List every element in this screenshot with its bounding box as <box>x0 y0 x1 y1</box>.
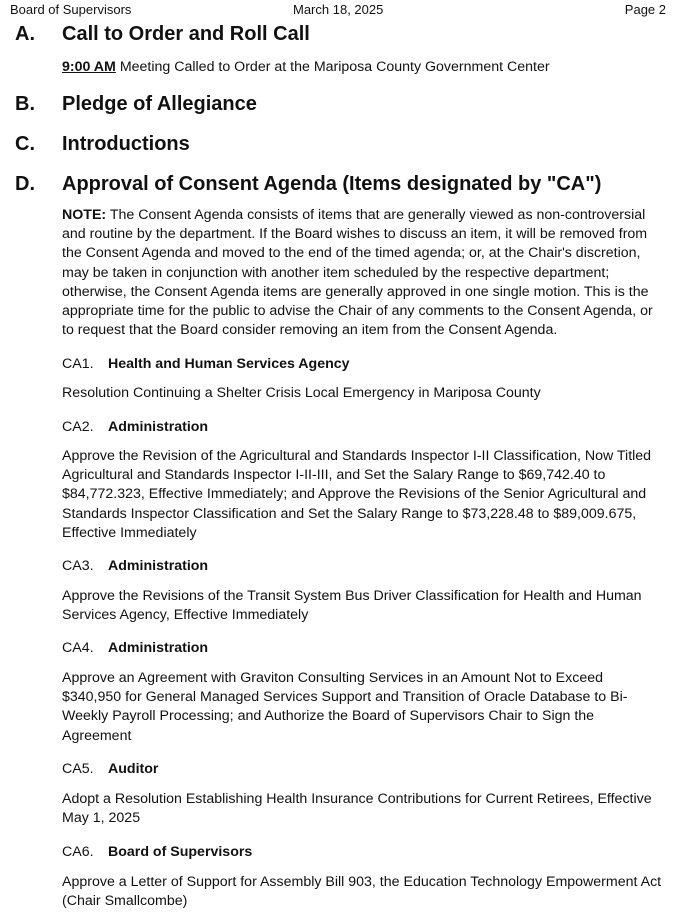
ca5-description: Adopt a Resolution Establishing Health Insurance Contributions for Current Retirees, Effective May 1, 2025 <box>62 791 652 827</box>
section-b-title: Pledge of Allegiance <box>62 93 257 115</box>
section-a-title: Call to Order and Roll Call <box>62 23 310 45</box>
ca4-number: CA4. <box>62 640 94 656</box>
meeting-time: 9:00 AM <box>62 59 116 75</box>
section-d-title: Approval of Consent Agenda (Items designated by "CA") <box>62 173 602 195</box>
ca5-department: Auditor <box>108 761 159 777</box>
ca1-number: CA1. <box>62 356 94 372</box>
section-d-letter: D. <box>15 173 35 195</box>
call-to-order-text: Meeting Called to Order at the Mariposa County Government Center <box>115 59 550 75</box>
ca2-department: Administration <box>108 419 209 435</box>
header-date: March 18, 2025 <box>293 2 384 17</box>
ca6-description: Approve a Letter of Support for Assembly Bill 903, the Education Technology Empowerment Act (Chair Smallcombe) <box>62 874 662 910</box>
ca3-description: Approve the Revisions of the Transit System Bus Driver Classification for Health and Human Services Agency, Effective Immediately <box>62 588 642 624</box>
section-a-letter: A. <box>15 23 35 45</box>
ca6-department: Board of Supervisors <box>108 844 253 860</box>
ca1-description: Resolution Continuing a Shelter Crisis Local Emergency in Mariposa County <box>62 385 541 401</box>
ca1-department: Health and Human Services Agency <box>108 356 350 372</box>
header-board-name: Board of Supervisors <box>10 2 132 17</box>
ca3-department: Administration <box>108 558 209 574</box>
ca6-number: CA6. <box>62 844 94 860</box>
consent-agenda-note <box>62 206 666 340</box>
ca5-number: CA5. <box>62 761 94 777</box>
section-c-letter: C. <box>15 133 35 155</box>
ca4-department: Administration <box>108 640 209 656</box>
section-c-title: Introductions <box>62 133 190 155</box>
section-b-letter: B. <box>15 93 35 115</box>
ca2-description: Approve the Revision of the Agricultural and Standards Inspector I-II Classification, Now Titled Agricultural and Standards Inspector I-II-III, and Set the Salary Range to $69,742.40 to $84,772.323, Effective Immediately; and Approve the Revisions of the Senior Agricultural and Standards Inspector Classification and Set the Salary Range to $73,228.48 to $89,009.675, Effective Immediately <box>62 448 652 541</box>
call-to-order-line <box>62 58 666 77</box>
ca3-number: CA3. <box>62 558 94 574</box>
note-text: The Consent Agenda consists of items that are generally viewed as non-controversial and routine by the department. If the Board wishes to discuss an item, it will be removed from the Consent Agenda and moved to the end of the timed agenda; or, at the Chair's discretion, may be taken in conjunction with another item scheduled by the respective department; otherwise, the Consent Agenda items are generally approved in one single motion. This is the appropriate time for the public to advise the Chair of any comments to the Consent Agenda, or to request that the Board consider removing an item from the Consent Agenda. <box>62 207 653 339</box>
header-page-number: Page 2 <box>624 2 666 17</box>
ca4-description: Approve an Agreement with Graviton Consulting Services in an Amount Not to Exceed $340,950 for General Managed Services Support and Transition of Oracle Database to Bi-Weekly Payroll Processing; and Authorize the Board of Supervisors Chair to Sign the Agreement <box>62 670 628 744</box>
ca2-number: CA2. <box>62 419 94 435</box>
note-label: NOTE: <box>62 207 107 223</box>
